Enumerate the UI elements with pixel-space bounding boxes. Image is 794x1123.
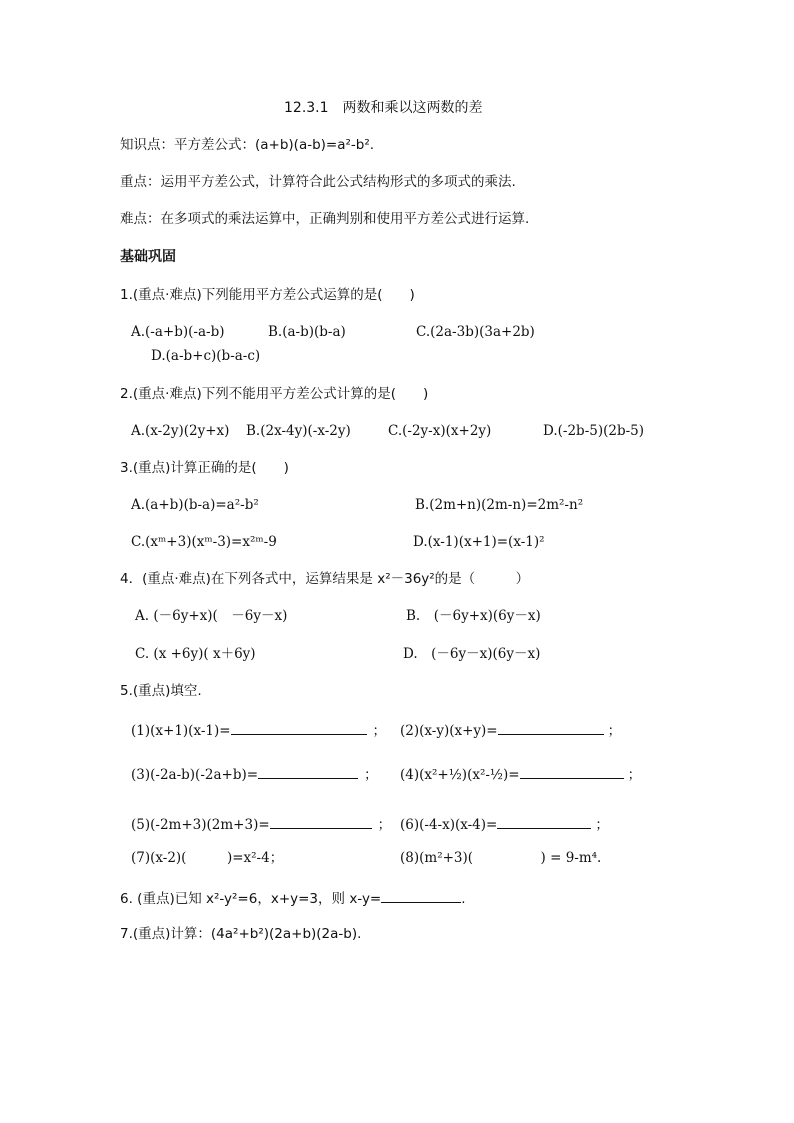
q5-item-1: (1)(x+1)(x-1)= ； [131, 720, 386, 740]
q4-option-d: D. (－6y－x)(6y－x) [403, 646, 541, 662]
q3-option-c: C.(xᵐ+3)(xᵐ-3)=x²ᵐ-9 [131, 534, 277, 550]
q5-item-4: (4)(x²+½)(x²-½)= ； [400, 764, 641, 784]
q5-item-2: (2)(x-y)(x+y)= ； [400, 720, 621, 740]
question-5-stem: 5.(重点)填空. [120, 683, 202, 699]
q2-option-d: D.(-2b-5)(2b-5) [543, 423, 645, 439]
q4-option-c: C. (x +6y)( x＋6y) [135, 646, 256, 662]
answer-blank-1[interactable] [231, 720, 367, 735]
q5-item-8: (8)(m²+3)( ) = 9-m⁴. [400, 850, 602, 866]
page-title: 12.3.1 两数和乘以这两数的差 [284, 100, 483, 116]
difficult-point: 难点：在多项式的乘法运算中，正确判别和使用平方差公式进行运算. [120, 211, 530, 227]
q2-option-a: A.(x-2y)(2y+x) [131, 423, 230, 439]
q5-item-7: (7)(x-2)( )=x²-4； [131, 850, 284, 866]
section-heading: 基础巩固 [120, 249, 176, 265]
q1-option-c: C.(2a-3b)(3a+2b) [416, 324, 535, 340]
q1-option-a: A.(-a+b)(-a-b) [131, 324, 225, 340]
q5-item-5: (5)(-2m+3)(2m+3)= ； [131, 814, 391, 834]
knowledge-point: 知识点：平方差公式：(a+b)(a-b)=a²-b². [120, 137, 375, 153]
q1-option-b: B.(a-b)(b-a) [268, 324, 346, 340]
answer-blank-2[interactable] [498, 720, 604, 735]
key-point: 重点：运用平方差公式，计算符合此公式结构形式的多项式的乘法. [120, 174, 516, 190]
q4-option-a: A. (－6y+x)( －6y－x) [135, 608, 288, 624]
q4-option-b: B. (－6y+x)(6y－x) [406, 608, 541, 624]
question-1-stem: 1.(重点·难点)下列能用平方差公式运算的是( ) [120, 287, 415, 303]
answer-blank-6[interactable] [497, 814, 591, 829]
question-7-stem: 7.(重点)计算：(4a²+b²)(2a+b)(2a-b). [120, 926, 362, 942]
q2-option-c: C.(-2y-x)(x+2y) [388, 423, 492, 439]
q1-option-d: D.(a-b+c)(b-a-c) [151, 348, 261, 364]
q3-option-a: A.(a+b)(b-a)=a²-b² [131, 497, 259, 513]
question-6-stem: 6. (重点)已知 x²-y²=6，x+y=3，则 x-y= . [120, 888, 466, 908]
answer-blank-3[interactable] [258, 764, 358, 779]
question-3-stem: 3.(重点)计算正确的是( ) [120, 460, 289, 476]
answer-blank-q6[interactable] [381, 888, 461, 903]
question-2-stem: 2.(重点·难点)下列不能用平方差公式计算的是( ) [120, 386, 429, 402]
answer-blank-4[interactable] [520, 764, 624, 779]
q3-option-d: D.(x-1)(x+1)=(x-1)² [413, 534, 545, 550]
q5-item-6: (6)(-4-x)(x-4)= ； [400, 814, 609, 834]
q5-item-3: (3)(-2a-b)(-2a+b)= ； [131, 764, 378, 784]
answer-blank-5[interactable] [270, 814, 372, 829]
question-4-stem: 4．(重点·难点)在下列各式中，运算结果是 x²－36y²的是（ ） [120, 571, 530, 587]
q3-option-b: B.(2m+n)(2m-n)=2m²-n² [415, 497, 584, 513]
q2-option-b: B.(2x-4y)(-x-2y) [246, 423, 351, 439]
